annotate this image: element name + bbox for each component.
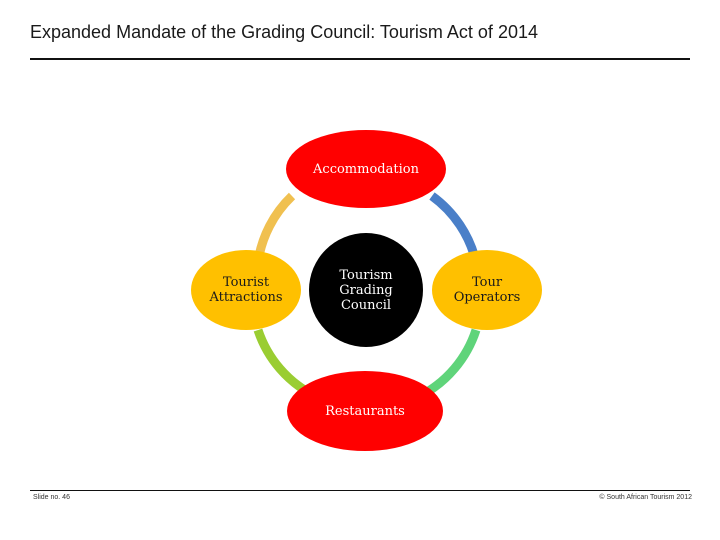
node-tour-operators-label: Tour Operators	[453, 275, 521, 305]
node-accommodation-label: Accommodation	[313, 161, 419, 177]
slide-number: Slide no. 46	[33, 494, 70, 501]
arc-top-right	[432, 196, 476, 262]
footer-divider	[30, 490, 690, 491]
page-title: Expanded Mandate of the Grading Council: Tourism Act of 2014	[30, 22, 538, 42]
node-tourism-grading-council-label: Tourism Grading Council	[339, 267, 393, 313]
node-tourist-attractions-label: Tourist Attractions	[209, 275, 283, 305]
arc-bottom-right	[420, 330, 476, 396]
node-restaurants-label: Restaurants	[325, 403, 405, 419]
copyright-notice: © South African Tourism 2012	[599, 494, 692, 501]
